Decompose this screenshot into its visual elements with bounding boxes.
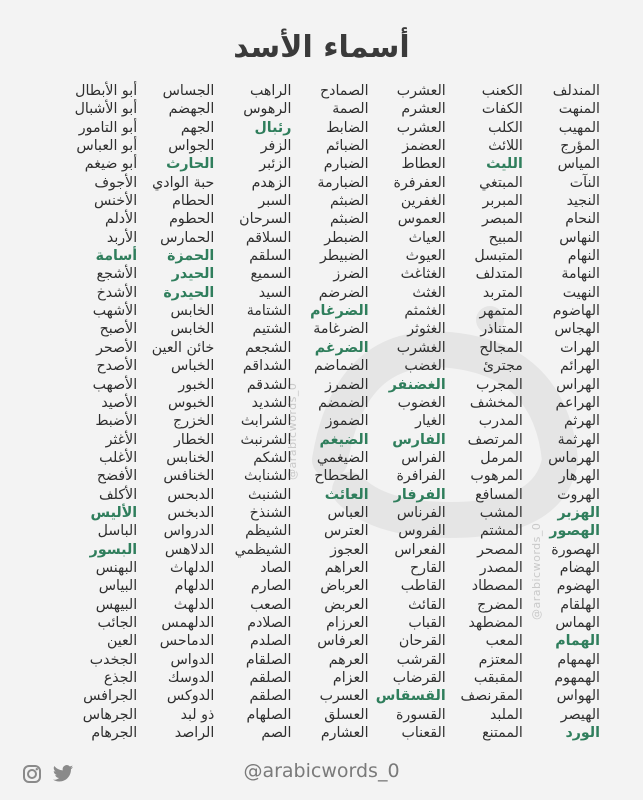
lion-name: الصمة bbox=[332, 101, 369, 118]
lion-name: الصاد bbox=[260, 559, 292, 576]
lion-name: العسرب bbox=[319, 688, 369, 705]
lion-name: العياث bbox=[408, 229, 446, 246]
lion-name: الجواس bbox=[168, 138, 215, 155]
lion-name: المرمل bbox=[480, 449, 523, 466]
lion-name: الفراس bbox=[401, 449, 446, 466]
lion-name: الهمام bbox=[555, 633, 600, 650]
lion-name: الجرهام bbox=[91, 725, 138, 742]
lion-name: الكلب bbox=[488, 119, 523, 136]
lion-name: العشارم bbox=[320, 725, 369, 742]
lion-name: الدرواس bbox=[163, 523, 215, 540]
lion-name: الحطام bbox=[172, 193, 215, 210]
lion-name: الجرافس bbox=[83, 688, 138, 705]
lion-name: البيهس bbox=[95, 596, 138, 613]
lion-name: الأغثر bbox=[105, 431, 138, 448]
name-column bbox=[137, 82, 214, 742]
lion-name: الضبيطر bbox=[319, 248, 369, 265]
lion-name: الجرهاس bbox=[82, 706, 138, 723]
lion-name: الغضوب bbox=[397, 394, 446, 411]
lion-name: الضرز bbox=[333, 266, 369, 283]
lion-name: الخنافس bbox=[163, 468, 215, 485]
lion-name: المتمهر bbox=[479, 303, 523, 320]
lion-name: الراهب bbox=[249, 83, 292, 99]
lion-name: الغضب bbox=[404, 358, 446, 375]
lion-name: الصعب bbox=[250, 596, 292, 613]
lion-name: الصلقم bbox=[249, 670, 292, 686]
lion-name: العجوز bbox=[330, 541, 369, 558]
lion-name: الأدلم bbox=[105, 211, 138, 228]
lion-name: الجذع bbox=[103, 670, 138, 686]
lion-name: الطحطاح bbox=[314, 468, 369, 485]
lion-name: الهراس bbox=[556, 376, 600, 393]
lion-name: أبو العباس bbox=[76, 138, 138, 155]
lion-name: الأصهب bbox=[92, 376, 138, 393]
lion-name: الضمضم bbox=[318, 394, 369, 411]
lion-name: الممتنع bbox=[482, 725, 523, 742]
lion-name: الحيدرة bbox=[163, 284, 215, 301]
lion-name: الأشهب bbox=[92, 303, 138, 320]
lion-name: المسافع bbox=[475, 486, 523, 503]
lion-name: المبصر bbox=[481, 211, 523, 228]
name-column bbox=[60, 82, 137, 742]
lion-name: العفرفرة bbox=[393, 174, 446, 191]
lion-name: النهاس bbox=[559, 229, 600, 246]
name-column bbox=[291, 82, 368, 742]
lion-name: الأليس bbox=[90, 504, 138, 521]
lion-name: الهرهار bbox=[558, 468, 600, 485]
lion-name: الضمرز bbox=[325, 376, 369, 393]
lion-name: الغفرين bbox=[400, 193, 446, 210]
lion-name: مجترئ bbox=[482, 358, 523, 375]
lion-name: الهروت bbox=[557, 486, 600, 503]
lion-name: القارح bbox=[409, 559, 446, 576]
lion-name: المجالح bbox=[479, 339, 523, 356]
lion-name: الصلهام bbox=[246, 706, 292, 723]
lion-name: القرحان bbox=[398, 633, 446, 650]
lion-name: الضرغم bbox=[314, 339, 369, 356]
lion-name: المعب bbox=[485, 633, 523, 650]
lion-name: الغثاغث bbox=[400, 266, 446, 283]
lion-name: الهمهوم bbox=[554, 670, 600, 686]
lion-name: الدواس bbox=[170, 651, 215, 668]
lion-name: الملبد bbox=[489, 706, 523, 723]
lion-name: المتدلف bbox=[475, 266, 523, 283]
lion-name: الشجعم bbox=[245, 339, 292, 356]
lion-name: العشرم bbox=[401, 101, 446, 118]
lion-name: الغيار bbox=[415, 413, 446, 430]
lion-name: العباس bbox=[327, 504, 369, 521]
lion-name: الهيصر bbox=[560, 706, 600, 723]
lion-name: الفعراس bbox=[394, 541, 446, 558]
lion-name: الهمهام bbox=[557, 651, 600, 668]
lion-name: العيوث bbox=[405, 248, 446, 265]
lion-name: الشرنبث bbox=[240, 431, 292, 448]
lion-name: الدلهاث bbox=[170, 559, 215, 576]
lion-name: المياس bbox=[557, 156, 600, 173]
page-title: أسماء الأسد bbox=[233, 30, 410, 65]
lion-name: الجائب bbox=[97, 614, 138, 631]
lion-name: القاطب bbox=[400, 578, 446, 595]
lion-name: الشنبث bbox=[248, 486, 292, 503]
lion-name: القائث bbox=[408, 596, 446, 613]
lion-name: الهرماس bbox=[548, 449, 600, 466]
lion-name: الهاضوم bbox=[552, 303, 600, 320]
lion-name: الباسل bbox=[97, 523, 138, 540]
lion-name: الغشرب bbox=[396, 339, 446, 356]
lion-name: أبو الأبطال bbox=[75, 83, 138, 99]
lion-name: العترس bbox=[324, 523, 369, 540]
lion-name: السبر bbox=[258, 193, 292, 210]
lion-name: الهجاس bbox=[554, 321, 600, 338]
lion-name: النهامة bbox=[561, 266, 600, 283]
lion-name: الجهضم bbox=[168, 101, 215, 118]
lion-name: الهصور bbox=[549, 523, 600, 540]
lion-name: الدلهمس bbox=[161, 614, 215, 631]
lion-name: الصارم bbox=[250, 578, 292, 595]
lion-name: النحام bbox=[565, 211, 600, 228]
watermark-text: @arabicwords_0 bbox=[530, 522, 543, 620]
lion-name: الهرات bbox=[560, 339, 600, 356]
lion-name: ذو لبد bbox=[180, 706, 215, 723]
lion-name: الخطار bbox=[174, 431, 215, 448]
lion-name: الشيظم bbox=[245, 523, 292, 540]
lion-name: الضيغمي bbox=[316, 449, 369, 466]
lion-name: المشب bbox=[479, 504, 523, 521]
lion-name: المجرب bbox=[476, 376, 523, 393]
lion-name: الراصد bbox=[174, 725, 215, 742]
lion-name: المهيب bbox=[558, 119, 600, 136]
lion-name: الحيدر bbox=[171, 266, 215, 283]
lion-name: الغضنفر bbox=[388, 376, 446, 393]
lion-name: أبو ضيغم bbox=[84, 156, 138, 173]
lion-name: الدبخس bbox=[167, 504, 215, 521]
lion-name: الهصورة bbox=[551, 541, 600, 558]
lion-name: الزهدم bbox=[251, 174, 292, 191]
lion-name: المضرج bbox=[477, 596, 523, 613]
lion-name: الهرائم bbox=[560, 358, 600, 375]
lion-name: الشنذخ bbox=[249, 504, 292, 521]
lion-name: الضرضم bbox=[318, 284, 369, 301]
lion-name: الخنابس bbox=[166, 449, 215, 466]
lion-name: الخابس bbox=[170, 303, 215, 320]
lion-name: العرفاس bbox=[317, 633, 369, 650]
lion-name: العين bbox=[106, 633, 138, 650]
lion-name: الدوسك bbox=[167, 670, 215, 686]
lion-name: الغثوثر bbox=[407, 321, 446, 338]
lion-name: المصدر bbox=[479, 559, 523, 576]
lion-name: الأفضح bbox=[96, 468, 138, 485]
lion-name: الهماس bbox=[555, 614, 600, 631]
lion-name: الضبثم bbox=[330, 211, 369, 228]
lion-name: النهيت bbox=[562, 284, 600, 301]
lion-name: الأشجع bbox=[96, 266, 138, 283]
lion-name: المبيح bbox=[488, 229, 523, 246]
lion-name: العشرب bbox=[396, 119, 446, 136]
lion-name: أبو الأشبال bbox=[74, 101, 138, 118]
lion-name: المقرنصف bbox=[460, 688, 523, 705]
lion-name: الهواس bbox=[556, 688, 600, 705]
lion-name: القباب bbox=[408, 614, 446, 631]
lion-name: الحارث bbox=[166, 156, 215, 173]
lion-name: المعتزم bbox=[478, 651, 523, 668]
lion-name: النهام bbox=[567, 248, 600, 265]
lion-name: الفرفار bbox=[393, 486, 446, 503]
lion-name: المضطهد bbox=[468, 614, 523, 631]
lion-name: المتناذر bbox=[480, 321, 523, 338]
lion-name: الضرغام bbox=[310, 303, 369, 320]
lion-name: المرتصف bbox=[467, 431, 523, 448]
lion-name: خائن العين bbox=[151, 339, 215, 356]
lion-name: الصلدم bbox=[249, 633, 292, 650]
lion-name: الشتامة bbox=[246, 303, 292, 320]
lion-name: السميع bbox=[250, 266, 292, 283]
lion-name: الأشدخ bbox=[96, 284, 138, 301]
lion-name: الشكم bbox=[253, 449, 292, 466]
lion-name: العضمز bbox=[402, 138, 446, 155]
lion-name: الخبور bbox=[178, 376, 215, 393]
lion-name: السيد bbox=[258, 284, 292, 301]
lion-name: العربض bbox=[324, 596, 369, 613]
lion-name: الجهم bbox=[180, 119, 215, 136]
lion-name: العطاط bbox=[401, 156, 446, 173]
lion-name: الضبثم bbox=[330, 193, 369, 210]
lion-name: البهنس bbox=[95, 559, 138, 576]
lion-name: الدلهث bbox=[173, 596, 215, 613]
lion-name: الهزبر bbox=[557, 504, 600, 521]
lion-name: الأصدح bbox=[96, 358, 138, 375]
lion-name: القسورة bbox=[396, 706, 446, 723]
lion-name: العرهم bbox=[328, 651, 369, 668]
lion-name: الهلقام bbox=[560, 596, 600, 613]
lion-name: الكعنب bbox=[481, 83, 523, 99]
lion-name: الضرغامة bbox=[313, 321, 369, 338]
lion-name: المبتغي bbox=[479, 174, 523, 191]
lion-name: الصم bbox=[261, 725, 292, 742]
lion-name: السرحان bbox=[239, 211, 292, 228]
lion-name: الأربد bbox=[106, 229, 138, 246]
lion-name: السلاقم bbox=[245, 229, 292, 246]
lion-name: الجخدب bbox=[89, 651, 138, 668]
lion-name: الأضبط bbox=[95, 413, 138, 430]
lion-name: البسور bbox=[89, 541, 138, 558]
lion-name: الدبحس bbox=[167, 486, 215, 503]
lion-name: الكفات bbox=[481, 101, 523, 118]
lion-name: المقبقب bbox=[473, 670, 523, 686]
lion-name: النجيد bbox=[566, 193, 600, 210]
lion-name: الخزرج bbox=[173, 413, 215, 430]
lion-name: الفارس bbox=[392, 431, 446, 448]
lion-name: الفروس bbox=[398, 523, 446, 540]
lion-name: البياس bbox=[98, 578, 138, 595]
lion-name: الصمادح bbox=[320, 83, 369, 99]
lion-name: القرضاب bbox=[392, 670, 446, 686]
lion-name: الدلاهس bbox=[164, 541, 215, 558]
lion-name: الأخنس bbox=[93, 193, 138, 210]
lion-names-grid bbox=[60, 82, 600, 742]
lion-name: العراهم bbox=[324, 559, 369, 576]
lion-name: القعناب bbox=[401, 725, 446, 742]
lion-name: الأصيد bbox=[101, 394, 138, 411]
lion-name: الغثمثم bbox=[404, 303, 446, 320]
lion-name: المندلف bbox=[552, 83, 600, 99]
lion-name: الشدقم bbox=[246, 376, 292, 393]
lion-name: النآت bbox=[569, 174, 600, 191]
name-column bbox=[446, 82, 523, 742]
lion-name: الهرثمة bbox=[557, 431, 600, 448]
lion-name: العسلق bbox=[324, 706, 369, 723]
lion-name: الزفر bbox=[260, 138, 292, 155]
name-column bbox=[369, 82, 446, 742]
lion-name: الحمارس bbox=[160, 229, 215, 246]
lion-name: القسقاس bbox=[375, 688, 446, 705]
lion-name: اللائث bbox=[488, 138, 523, 155]
watermark-text: @arabicwords_0 bbox=[286, 382, 299, 480]
lion-name: الشرابث bbox=[240, 413, 292, 430]
lion-name: الضبطر bbox=[324, 229, 369, 246]
lion-name: الخباس bbox=[170, 358, 215, 375]
lion-name: الشنابث bbox=[244, 468, 292, 485]
lion-name: الضبائم bbox=[326, 138, 369, 155]
lion-name: الدلهام bbox=[174, 578, 215, 595]
lion-name: المصطاد bbox=[471, 578, 523, 595]
lion-name: الضماضم bbox=[313, 358, 369, 375]
name-column bbox=[523, 82, 600, 742]
lion-name: الهراعم bbox=[555, 394, 600, 411]
lion-name: الشديد bbox=[251, 394, 292, 411]
lion-name: المرهوب bbox=[470, 468, 523, 485]
name-column bbox=[214, 82, 291, 742]
lion-name: المشتم bbox=[480, 523, 523, 540]
lion-name: الهضام bbox=[559, 559, 600, 576]
lion-name: القرشب bbox=[396, 651, 446, 668]
lion-name: الدوكس bbox=[166, 688, 215, 705]
lion-name: الصلقام bbox=[245, 651, 292, 668]
lion-name: الشيظمي bbox=[234, 541, 292, 558]
lion-name: المصحر bbox=[477, 541, 523, 558]
lion-name: العموس bbox=[397, 211, 446, 228]
lion-name: الهضوم bbox=[556, 578, 600, 595]
lion-name: العائث bbox=[324, 486, 369, 503]
lion-name: الشداقم bbox=[242, 358, 292, 375]
lion-name: المبربر bbox=[482, 193, 523, 210]
lion-name: الضيغم bbox=[319, 431, 369, 448]
lion-name: أسامة bbox=[95, 248, 138, 265]
lion-name: الحطوم bbox=[169, 211, 215, 228]
lion-name: الغثث bbox=[412, 284, 446, 301]
lion-name: الأصبح bbox=[99, 321, 138, 338]
lion-name: الأغلب bbox=[99, 449, 138, 466]
lion-name: الصلادم bbox=[247, 614, 292, 631]
lion-name: الشتيم bbox=[252, 321, 292, 338]
lion-name: المتربد bbox=[482, 284, 523, 301]
lion-name: السلقم bbox=[249, 248, 292, 265]
lion-name: الزئبر bbox=[259, 156, 292, 173]
lion-name: الحمزة bbox=[167, 248, 215, 265]
lion-name: الرهوس bbox=[243, 101, 292, 118]
lion-name: الجساس bbox=[162, 83, 215, 99]
footer bbox=[0, 756, 643, 796]
lion-name: الأجوف bbox=[94, 174, 138, 191]
lion-name: الفرافرة bbox=[396, 468, 446, 485]
lion-name: رئبال bbox=[254, 119, 292, 136]
lion-name: الضبارمة bbox=[317, 174, 369, 191]
lion-name: الأصحر bbox=[96, 339, 138, 356]
lion-name: الهرثم bbox=[563, 413, 600, 430]
lion-name: العزام bbox=[332, 670, 369, 686]
lion-name: الفرناس bbox=[396, 504, 446, 521]
lion-name: الخبوس bbox=[167, 394, 215, 411]
lion-name: الضبارم bbox=[323, 156, 369, 173]
lion-name: الليث bbox=[486, 156, 523, 173]
lion-name: العرباض bbox=[320, 578, 369, 595]
lion-name: الدماحس bbox=[159, 633, 215, 650]
lion-name: المنهت bbox=[558, 101, 600, 118]
lion-name: العرزام bbox=[326, 614, 369, 631]
lion-name: الأكلف bbox=[98, 486, 138, 503]
lion-name: المدرب bbox=[478, 413, 523, 430]
lion-name: حبة الوادي bbox=[152, 174, 215, 191]
lion-name: المتبسل bbox=[474, 248, 523, 265]
lion-name: الصلقم bbox=[249, 688, 292, 705]
lion-name: الضموز bbox=[325, 413, 369, 430]
lion-name: الخابس bbox=[170, 321, 215, 338]
lion-name: الضابط bbox=[326, 119, 369, 136]
lion-name: العشرب bbox=[396, 83, 446, 99]
lion-name: المؤرج bbox=[560, 138, 600, 155]
footer-handle: @arabicwords_0 bbox=[243, 760, 400, 782]
lion-name: المخشف bbox=[469, 394, 523, 411]
lion-name: الورد bbox=[565, 725, 600, 742]
lion-name: أبو التامور bbox=[78, 119, 138, 136]
